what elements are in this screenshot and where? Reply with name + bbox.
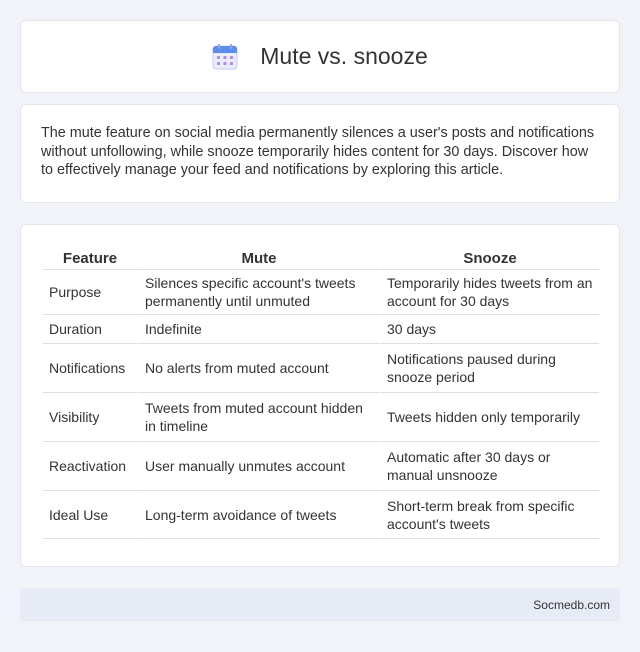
table-cell: Notifications: [43, 343, 137, 392]
table-row: [43, 269, 599, 314]
table-cell: Visibility: [43, 392, 137, 441]
table-row: [43, 314, 599, 343]
table-cell: Tweets from muted account hidden in timeline: [137, 392, 379, 441]
table-cell: User manually unmutes account: [137, 441, 379, 490]
table-cell: Duration: [43, 314, 137, 343]
table-cell: Ideal Use: [43, 490, 137, 539]
column-header-snooze: Snooze: [379, 245, 599, 269]
table-cell: Tweets hidden only temporarily: [379, 392, 599, 441]
comparison-table: [43, 245, 599, 539]
table-cell: Purpose: [43, 269, 137, 314]
footer: [20, 588, 620, 621]
table-cell: 30 days: [379, 314, 599, 343]
intro-card: [20, 104, 620, 203]
table-row: [43, 392, 599, 441]
page-title: Mute vs. snooze: [260, 43, 428, 69]
column-header-feature: Feature: [62, 250, 118, 267]
footer-site-name: Socmedb.com: [533, 597, 610, 612]
table-card: [20, 224, 620, 567]
calendar-icon: [212, 44, 238, 70]
table-row: [43, 343, 599, 392]
table-cell: Temporarily hides tweets from an account for 30 days: [379, 269, 599, 314]
table-cell: No alerts from muted account: [137, 343, 379, 392]
table-cell: Indefinite: [137, 314, 379, 343]
table-cell: Automatic after 30 days or manual unsnooze: [379, 441, 599, 490]
table-row: [43, 490, 599, 539]
table-cell: Silences specific account's tweets permanently until unmuted: [137, 269, 379, 314]
table-cell: Notifications paused during snooze period: [379, 343, 599, 392]
table-cell: Short-term break from specific account's tweets: [379, 490, 599, 539]
table-cell: Reactivation: [43, 441, 137, 490]
title-card: [20, 20, 620, 93]
intro-text: The mute feature on social media permanently silences a user's posts and notifications without unfollowing, while snooze temporarily hides content for 30 days. Discover how to effectively manage your feed and notifications by exploring this article.: [41, 125, 595, 178]
table-header-row: [43, 245, 599, 269]
table-row: [43, 441, 599, 490]
column-header-mute: Mute: [137, 245, 379, 269]
table-cell: Long-term avoidance of tweets: [137, 490, 379, 539]
